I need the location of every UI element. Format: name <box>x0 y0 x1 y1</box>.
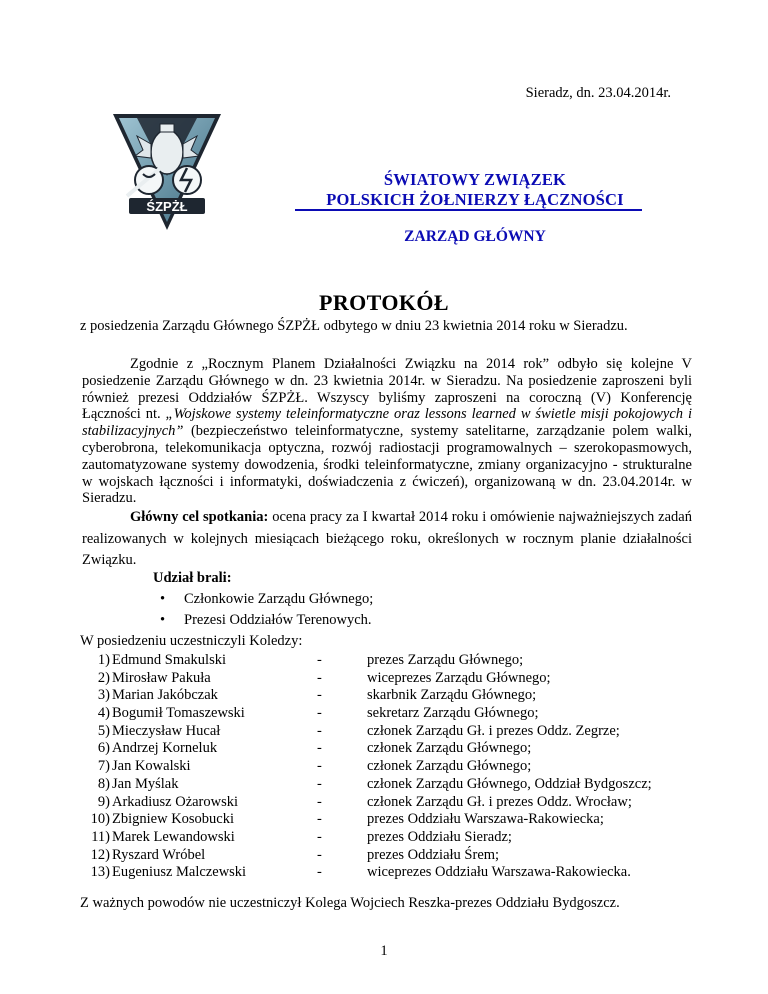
absence-note: Z ważnych powodów nie uczestniczył Kolega Wojciech Reszka-prezes Oddziału Bydgoszcz. <box>80 895 620 911</box>
member-row: 9) Arkadiusz Ożarowski - członek Zarządu Gł. i prezes Oddz. Wrocław; <box>97 793 632 810</box>
document-title: PROTOKÓŁ <box>319 290 449 315</box>
goal-paragraph <box>82 507 692 572</box>
intro-text-a: Zgodnie z „Rocznym Planem Działalności Związku na 2014 rok” odbyło się kolejne V posiedzenie Zarządu Głównego w dn. 23 kwietnia 2014r. w Sieradzu. Na posiedzenie zaproszeni byli również prezesi Oddziałów ŚZPŻŁ. Wszyscy byliśmy zaproszeni na coroczną (V) Konferencję Łączności nt. <box>82 356 692 423</box>
page-number: 1 <box>380 943 388 959</box>
list-item: • Prezesi Oddziałów Terenowych. <box>160 610 373 631</box>
took-part-label: Udział brali: <box>153 570 232 586</box>
attendance-intro: W posiedzeniu uczestniczyli Koledzy: <box>80 633 303 649</box>
member-row: 4) Bogumił Tomaszewski - sekretarz Zarządu Głównego; <box>97 705 539 722</box>
header-underline <box>295 209 642 211</box>
place-date: Sieradz, dn. 23.04.2014r. <box>525 85 671 101</box>
org-name-line1: ŚWIATOWY ZWIĄZEK <box>383 170 567 189</box>
document-subtitle: z posiedzenia Zarządu Głównego ŚZPŻŁ odbytego w dniu 23 kwietnia 2014 roku w Sieradzu. <box>80 318 628 334</box>
conference-title: „Wojskowe systemy teleinformatyczne oraz lessons learned w świetle misji pokojowych i stabilizacyjnych” <box>82 406 692 440</box>
member-row: 11) Marek Lewandowski - prezes Oddziału Sieradz; <box>91 828 512 845</box>
member-row: 3) Marian Jakóbczak - skarbnik Zarządu Głównego; <box>97 687 537 704</box>
member-row: 8) Jan Myślak - członek Zarządu Głównego, Oddział Bydgoszcz; <box>97 775 652 792</box>
member-row: 2) Mirosław Pakuła - wiceprezes Zarządu Głównego; <box>97 669 551 686</box>
intro-text-b: (bezpieczeństwo teleinformatyczne, systemy satelitarne, zarządzanie polem walki, cyberobrona, telekomunikacja optyczna, rozwój radiostacji programowalnych – szerokopasmowych, zautomatyzowane systemy dowodzenia, środki teleinformatyczne, zmiany organizacyjno - strukturalne w wojskach łączności i informatyki, doświadczenia z ćwiczeń), organizowaną w dn. 23.04.2014r. w Sieradzu. <box>82 423 692 507</box>
board-name: ZARZĄD GŁÓWNY <box>404 228 546 245</box>
list-item: • Członkowie Zarządu Głównego; <box>160 589 373 610</box>
members-list <box>82 652 702 882</box>
logo-text: ŚZPŻŁ <box>146 199 188 214</box>
member-row: 13) Eugeniusz Malczewski - wiceprezes Oddziału Warszawa-Rakowiecka. <box>90 864 631 881</box>
member-row: 12) Ryszard Wróbel - prezes Oddziału Śrem; <box>90 846 500 863</box>
goal-text: ocena pracy za I kwartał 2014 roku i omówienie najważniejszych zadań realizowanych w kolejnych miesiącach bieżącego roku, określonych w rocznym planie działalności Związku. <box>82 509 692 568</box>
goal-label: Główny cel spotkania: <box>130 509 269 525</box>
participants-list <box>160 589 373 631</box>
member-row: 6) Andrzej Korneluk - członek Zarządu Głównego; <box>97 740 532 757</box>
org-name-line2: POLSKICH ŻOŁNIERZY ŁĄCZNOŚCI <box>326 190 624 209</box>
szpzl-emblem-icon <box>107 110 227 232</box>
member-row: 1) Edmund Smakulski - prezes Zarządu Głównego; <box>97 652 524 668</box>
intro-paragraph <box>82 356 692 507</box>
member-row: 10) Zbigniew Kosobucki - prezes Oddziału Warszawa-Rakowiecka; <box>90 811 604 828</box>
member-row: 5) Mieczysław Hucał - członek Zarządu Gł. i prezes Oddz. Zegrze; <box>97 722 620 739</box>
member-row: 7) Jan Kowalski - członek Zarządu Głównego; <box>97 758 532 775</box>
